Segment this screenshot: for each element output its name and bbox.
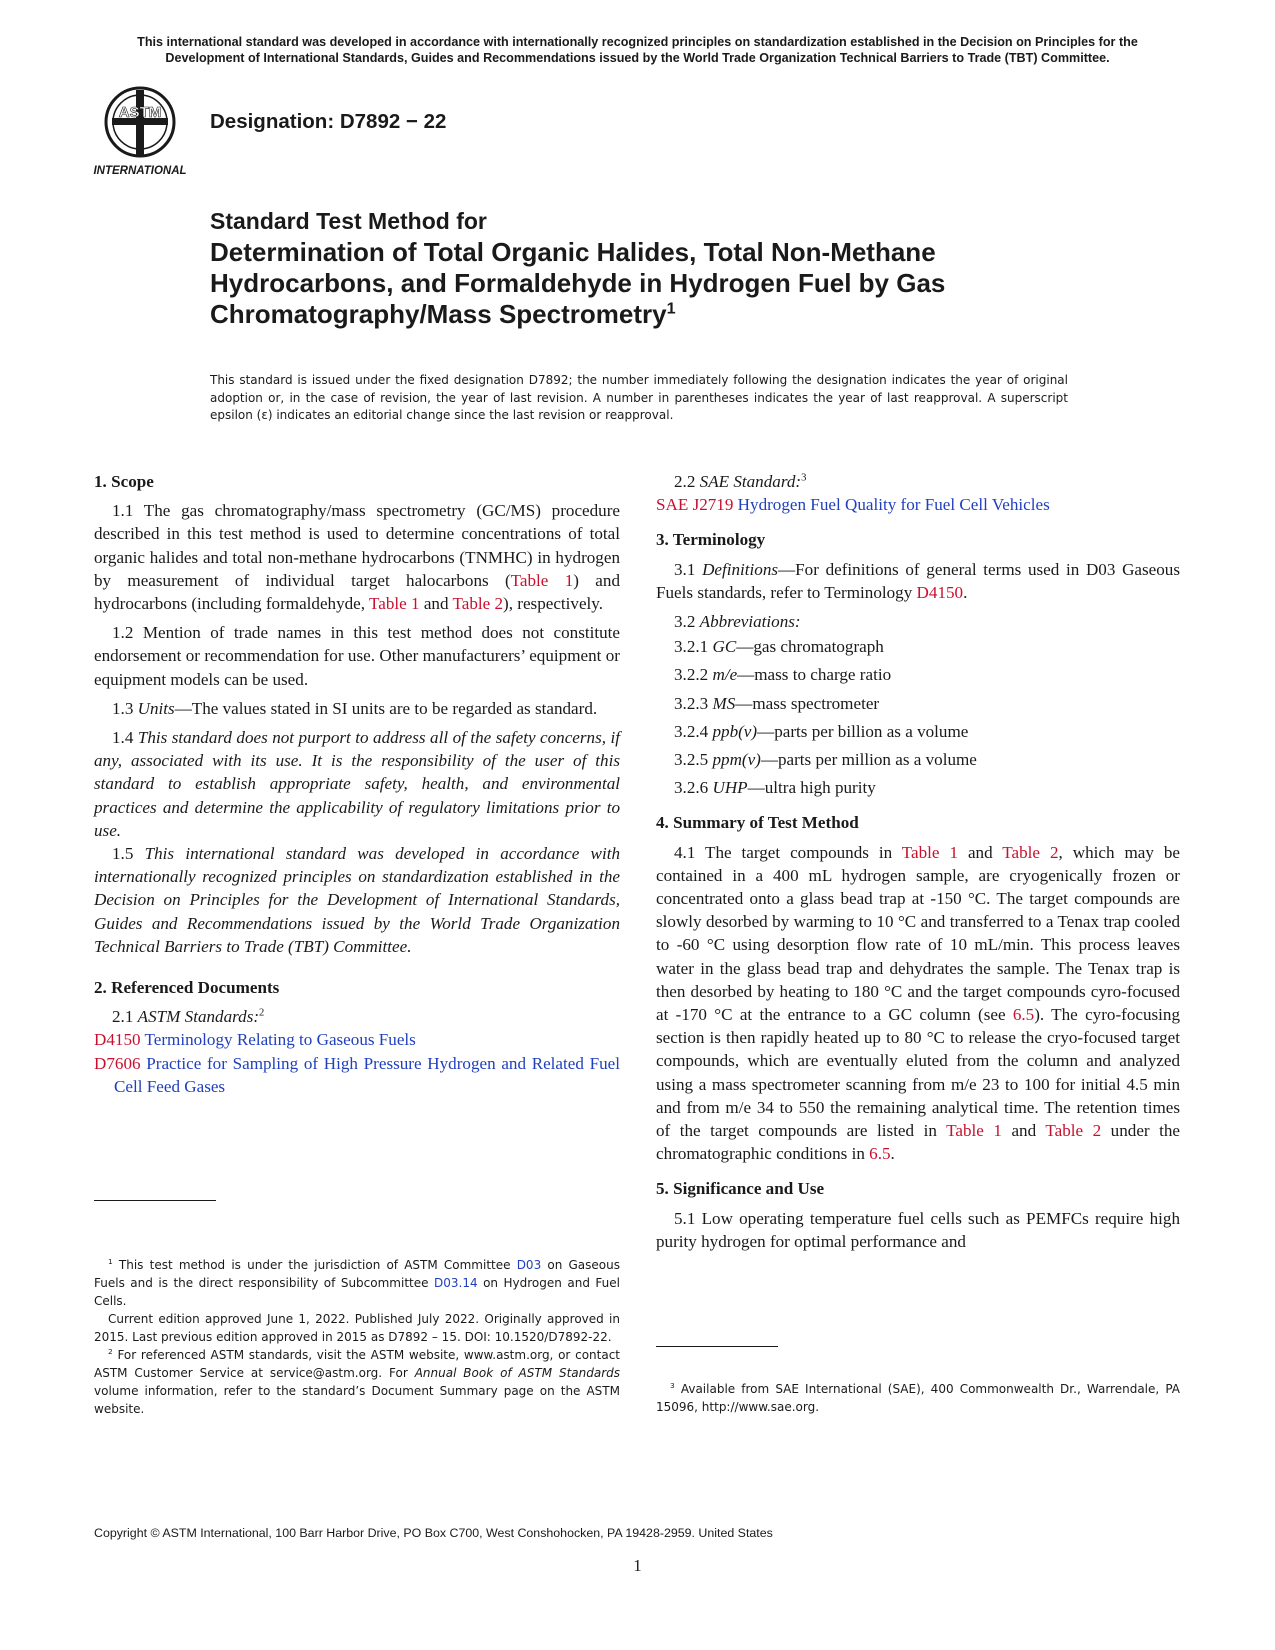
footnote-2-book-title: Annual Book of ASTM Standards (414, 1366, 621, 1380)
footnote-divider (656, 1346, 778, 1347)
footnotes-right (656, 1380, 1180, 1416)
tbt-notice (90, 34, 1185, 66)
scope-p3-text: —The values stated in SI units are to be regarded as standard. (174, 698, 598, 718)
abbreviations-label (656, 610, 1180, 633)
title-line3: Hydrocarbons, and Formaldehyde in Hydrogen Fuel by Gas (210, 268, 946, 298)
footnote-1-mark: 1 (108, 1257, 113, 1266)
abbreviation-num: 3.2.3 (674, 693, 713, 713)
summary-text: ). The cyro-focusing section is then rapidly heated up to 80 °C to release the cryo-focused target compounds, which are eventually eluted from the column and analyzed using a mass spectrometer scanning from m/e 23 to 100 for initial 4.5 min and from m/e 34 to 550 the remaining analytical time. The retention times of the target compounds are listed in (656, 1005, 1181, 1141)
abbreviation-def: —mass spectrometer (735, 693, 880, 713)
title-line2: Determination of Total Organic Halides, Total Non-Methane (210, 237, 936, 267)
referenced-documents-heading: 2. Referenced Documents (94, 978, 280, 998)
scope-para-1-2: 1.2 Mention of trade names in this test method does not constitute endorsement or recommendation for use. Other manufacturers’ equipment or equipment models can be used. (94, 623, 620, 689)
summary-text: , which may be contained in a 400 mL hydrogen sample, are cryogenically frozen or concentrated onto a glass bead trap at -150 °C. The target compounds are slowly desorbed by warming to 10 °C and transferred to a Tenax trap cooled to -60 °C using desorption flow rate of 10 mL/min. This process leaves water in the glass bead trap and dehydrates the sample. The Tenax trap is then desorbed by heating to 180 °C and the target compounds cyro-focused at -170 °C at the entrance to a GC column (see (656, 842, 1180, 1025)
sae-footnote-mark: 3 (801, 472, 807, 484)
units-term: Units (137, 698, 175, 718)
scope-para-1-5 (94, 842, 620, 958)
abbreviation-def: —parts per billion as a volume (757, 721, 969, 741)
reference-title-link[interactable]: Practice for Sampling of High Pressure Hydrogen and Related Fuel Cell Feed Gases (114, 1053, 620, 1096)
scope-p1-text-d: ), respectively. (503, 594, 604, 614)
abbreviation-term: GC (712, 637, 737, 657)
logo-subtext: INTERNATIONAL (93, 165, 187, 177)
left-column (94, 470, 620, 1098)
table-2-link[interactable]: Table 2 (1045, 1121, 1102, 1141)
summary-text: . (890, 1144, 895, 1164)
title-line1: Standard Test Method for (210, 208, 487, 234)
scope-heading: 1. Scope (94, 472, 154, 491)
table-1-link[interactable]: Table 1 (901, 842, 959, 862)
footnote-2-mark: 2 (108, 1347, 113, 1356)
scope-p4-text: This standard does not purport to address all of the safety concerns, if any, associated with its use. It is the responsibility of the user of this standard to establish appropriate safety, health, and environmental practices and determine the applicability of regulatory limitations prior to use. (94, 728, 620, 840)
logo-text: ASTM (118, 104, 162, 121)
reference-title-link[interactable]: Terminology Relating to Gaseous Fuels (140, 1030, 416, 1050)
abbreviation-item (656, 663, 1180, 686)
document-title (210, 206, 1110, 330)
page-number: 1 (633, 1556, 642, 1575)
table-1-link[interactable]: Table 1 (510, 570, 574, 590)
summary-text: under the chromatographic conditions in (656, 1121, 1181, 1164)
abbreviation-num: 3.2.2 (674, 665, 713, 685)
footnote-1 (94, 1256, 620, 1310)
astm-logo-icon (92, 86, 196, 178)
summary-heading: 4. Summary of Test Method (656, 813, 859, 833)
scope-p5-num: 1.5 (112, 844, 145, 864)
table-1-link[interactable]: Table 1 (946, 1121, 1002, 1141)
astm-label-text: ASTM Standards: (137, 1007, 260, 1027)
abbreviation-item (656, 720, 1180, 743)
table-2-link[interactable]: Table 2 (1002, 842, 1059, 862)
d4150-link[interactable]: D4150 (916, 582, 964, 602)
abbreviation-def: —mass to charge ratio (737, 665, 892, 685)
section-6-5-link[interactable]: 6.5 (869, 1144, 891, 1164)
scope-p3-num: 1.3 (112, 698, 138, 718)
footnote-3-text: Available from SAE International (SAE), 400 Commonwealth Dr., Warrendale, PA 15096, http://www.sae.org. (656, 1382, 1180, 1414)
abbreviation-item (656, 748, 1180, 771)
abbreviation-item (656, 692, 1180, 715)
reference-code-link[interactable]: SAE J2719 (656, 495, 734, 515)
definitions-end: . (963, 582, 968, 602)
abbreviation-def: —gas chromatograph (736, 637, 884, 657)
abbreviation-term: UHP (712, 778, 748, 798)
issue-note: This standard is issued under the fixed designation D7892; the number immediately following the designation indicates the year of original adoption or, in the case of revision, the year of last revision. A number in parentheses indicates the year of last reapproval. A superscript epsilon (ε) indicates an editorial change since the last revision or reapproval. (210, 373, 1068, 422)
significance-para-5-1: 5.1 Low operating temperature fuel cells such as PEMFCs require high purity hydrogen for optimal performance and (656, 1208, 1180, 1251)
footnote-1-text-b: on Gaseous Fuels and is the direct responsibility of Subcommittee (94, 1258, 620, 1290)
abbreviation-num: 3.2.6 (674, 778, 713, 798)
summary-text: 4.1 The target compounds in (674, 842, 902, 862)
abbreviation-term: MS (712, 693, 736, 713)
scope-p4-num: 1.4 (112, 728, 138, 748)
abbreviation-num: 3.2.5 (674, 750, 713, 770)
abbreviation-term: m/e (712, 665, 738, 685)
tbt-notice-line2: Development of International Standards, Guides and Recommendations issued by the World Trade Organization Technical Barriers to Trade (TBT) Committee. (165, 51, 1110, 65)
tbt-notice-line1: This international standard was developed in accordance with internationally recognized principles on standardization established in the Decision on Principles for the (137, 35, 1138, 49)
footnote-3-mark: 3 (670, 1381, 675, 1390)
footnote-1-edition: Current edition approved June 1, 2022. Published July 2022. Originally approved in 2015. Last previous edition approved in 2015 as D7892 – 15. DOI: 10.1520/D7892-22. (94, 1312, 620, 1344)
subcommittee-d03-14-link[interactable]: D03.14 (434, 1276, 478, 1290)
footnote-2-text-b: volume information, refer to the standard’s Document Summary page on the ASTM website. (94, 1384, 620, 1416)
section-6-5-link[interactable]: 6.5 (1012, 1005, 1035, 1025)
reference-sae-j2719 (656, 493, 1180, 516)
abbreviation-term: ppm(v) (712, 750, 761, 770)
reference-code-link[interactable]: D7606 (94, 1053, 141, 1073)
astm-standards-label (94, 1005, 620, 1028)
abbreviations-num: 3.2 (674, 612, 700, 632)
abbreviation-num: 3.2.1 (674, 637, 713, 657)
footnotes-left (94, 1256, 620, 1418)
footnote-1-text-c: on Hydrogen and Fuel Cells. (94, 1276, 620, 1308)
footnote-2-text-a: For referenced ASTM standards, visit the ASTM website, www.astm.org, or contact ASTM Customer Service at service@astm.org. For (94, 1348, 620, 1380)
table-2-link[interactable]: Table 2 (452, 594, 504, 614)
reference-d4150 (94, 1028, 620, 1051)
table-1-link[interactable]: Table 1 (369, 594, 420, 614)
sae-standard-label (656, 470, 1180, 493)
abbreviation-def: —parts per million as a volume (760, 750, 977, 770)
abbreviation-item (656, 776, 1180, 799)
abbreviation-term: ppb(v) (712, 721, 758, 741)
summary-text: and (958, 842, 1003, 862)
reference-title-link[interactable]: Hydrogen Fuel Quality for Fuel Cell Vehicles (733, 495, 1050, 515)
sae-label-num: 2.2 (674, 472, 700, 491)
footnote-2 (94, 1346, 620, 1418)
sae-label-text: SAE Standard: (699, 472, 802, 491)
abbreviation-def: —ultra high purity (747, 778, 876, 798)
terminology-heading: 3. Terminology (656, 530, 766, 550)
scope-para-1-1 (94, 499, 620, 615)
title-line4: Chromatography/Mass Spectrometry (210, 299, 667, 329)
definitions-term: Definitions (702, 559, 779, 579)
summary-text: and (1001, 1121, 1046, 1141)
copyright-line: Copyright © ASTM International, 100 Barr Harbor Drive, PO Box C700, West Conshohocken, PA 19428-2959. United States (94, 1526, 773, 1540)
scope-p1-text-a: 1.1 The gas chromatography/mass spectrometry (GC/MS) procedure described in this test method is used to determine concentrations of total organic halides and total non-methane hydrocarbons (TNMHC) in hydrogen by measurement of individual target halocarbons ( (94, 501, 620, 590)
scope-p5-text: This international standard was developed in accordance with internationally recognized principles on standardization established in the Decision on Principles for the Development of International Standards, Guides and Recommendations issued by the World Trade Organization Technical Barriers to Trade (TBT) Committee. (94, 844, 620, 956)
abbreviations-text: Abbreviations: (699, 612, 801, 632)
footnote-1-text-a: This test method is under the jurisdiction of ASTM Committee (112, 1258, 517, 1272)
abbreviation-num: 3.2.4 (674, 721, 713, 741)
astm-label-num: 2.1 (112, 1007, 138, 1027)
scope-p1-text-c: and (419, 594, 453, 614)
committee-d03-link[interactable]: D03 (516, 1258, 542, 1272)
footnote-3 (656, 1380, 1180, 1416)
summary-para-4-1 (656, 841, 1180, 1166)
abbreviation-item (656, 635, 1180, 658)
scope-para-1-3 (94, 697, 620, 720)
right-column (656, 470, 1180, 1253)
definitions-text: —For definitions of general terms used in D03 Gaseous Fuels standards, refer to Terminology (656, 559, 1181, 602)
scope-p1-text-b: ) and hydrocarbons (including formaldehyde, (94, 570, 620, 614)
designation: Designation: D7892 − 22 (210, 110, 447, 133)
significance-heading: 5. Significance and Use (656, 1179, 825, 1199)
astm-footnote-mark: 2 (259, 1007, 265, 1019)
footnote-divider (94, 1200, 216, 1201)
title-footnote-mark: 1 (666, 299, 676, 318)
scope-para-1-4 (94, 726, 620, 842)
definitions-num: 3.1 (674, 559, 703, 579)
terminology-definitions (656, 558, 1180, 604)
reference-code-link[interactable]: D4150 (94, 1030, 141, 1050)
reference-d7606 (94, 1052, 620, 1098)
